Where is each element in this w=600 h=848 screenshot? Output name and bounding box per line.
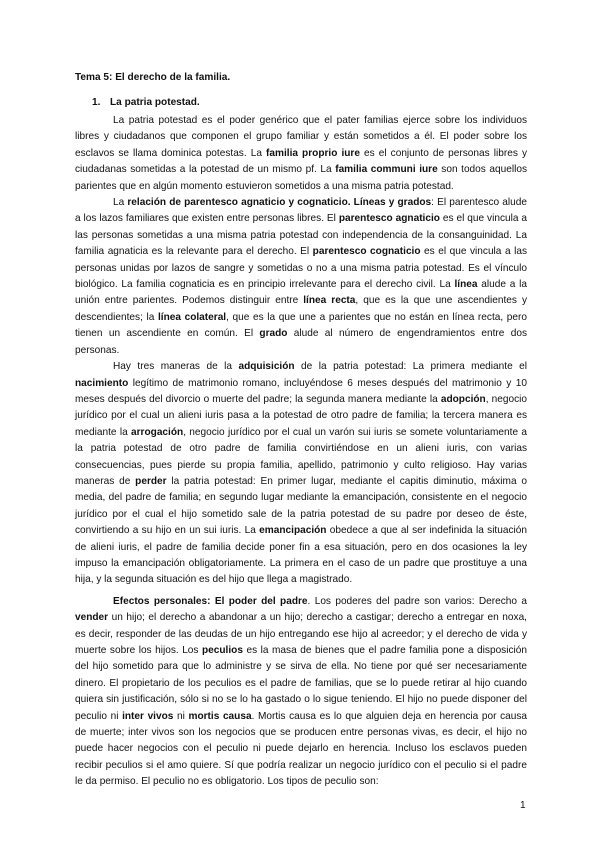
text-run: , negocio jurídico por el cual un varón sui iuris se somete voluntariamente a la patria potestad de otro padre de familia convirtiéndose en un alieni iuris, con varias consecuencias, pues pierde su propia familia, apellido, patrimonio y culto religioso. Hay varias maneras de bbox=[75, 426, 527, 487]
bold-term: parentesco cognaticio bbox=[312, 246, 421, 258]
bold-term: Efectos personales: El poder del padre bbox=[113, 595, 308, 607]
bold-term: arrogación bbox=[131, 426, 184, 438]
bold-term: nacimiento bbox=[75, 377, 129, 389]
bold-term: adopción bbox=[440, 393, 486, 405]
text-run: alude a la unión entre parientes. Podemos distinguir entre bbox=[75, 279, 527, 307]
text-run: la patria potestad: En primer lugar, mediante el capitis diminutio, máxima o media, del padre de familia; en segundo lugar mediante la emancipación, consistente en el negocio jurídico por el cual el hijo sometido sale de la patria potestad de su padre por deseo de éste, convirtiendo a su hijo en un sui iuris. La bbox=[75, 475, 528, 537]
bold-term: inter vivos bbox=[122, 710, 174, 722]
text-run: Hay tres maneras de la bbox=[113, 361, 239, 373]
text-run: , que es la que une a parientes que no están en línea recta, pero tienen un ascendiente en común. El bbox=[75, 311, 527, 340]
bold-term: perder bbox=[135, 475, 167, 487]
bold-term: línea recta bbox=[303, 295, 356, 307]
text-run: . Los poderes del padre son varios: Derecho a bbox=[307, 595, 527, 607]
paragraph bbox=[75, 195, 527, 359]
text-run: de la patria potestad: La primera mediante el bbox=[294, 361, 528, 373]
document-body bbox=[75, 113, 527, 791]
bold-term: peculios bbox=[201, 645, 243, 656]
text-run: : El parentesco alude a los lazos familiares que existen entre personas libres. El bbox=[75, 197, 527, 225]
bold-term: familia communi iure bbox=[335, 164, 438, 176]
text-run: . Mortis causa es lo que alguien deja en herencia por causa de muerte; inter vivos son los negocios que se producen entre personas vivas, es decir, el hijo no puede hacer negocios con el peculio ni puede dejarlo en herencia. Incluso los esclavos pueden recibir peculios si el amo quiere. Sí que podría realizar un negocio jurídico con el peculio si el padre le da permiso. El peculio no es obligatorio. Los tipos de peculio son: bbox=[75, 710, 528, 788]
text-run: es la masa de bienes que el padre familia pone a disposición del hijo sometido para que lo administre y se sirva de ella. No tiene por qué ser necesariamente dinero. El propietario de los peculios es el padre de familias, que se lo puede retirar al hijo cuando quiera sin justificación, sólo si no se lo ha gastado o lo sigue teniendo. El hijo no puede disponer del peculio ni bbox=[75, 645, 527, 722]
section-label: La patria potestad. bbox=[110, 97, 200, 108]
text-run: alude al número de engendramientos entre dos personas. bbox=[75, 328, 527, 356]
bold-term: línea bbox=[454, 279, 478, 291]
text-run: ni bbox=[173, 710, 189, 722]
text-run: son todos aquellos parientes que en algún momento estuvieron sometidos a una misma patria potestad. bbox=[75, 164, 528, 192]
bold-term: emancipación bbox=[259, 525, 327, 537]
document-title: Tema 5: El derecho de la familia. bbox=[75, 72, 231, 83]
page-number: 1 bbox=[520, 800, 526, 811]
text-run: obedece a que al ser indefinida la situación de alieni iuris, el padre de familia decide poner fin a esa situación, pero en dos ocasiones la ley impuso la emancipación obligatoriamente. La primera en el caso de un padre que prostituye a una hija, y la segunda situación es del hijo que llega a magistrado. bbox=[75, 525, 527, 586]
text-run: La patria potestad es el poder genérico que el pater familias ejerce sobre los individuos libres y ciudadanos que componen el grupo familiar y están sometidos a él. El poder sobre los esclavos se llama dominica potestas. La bbox=[75, 115, 527, 159]
paragraph bbox=[75, 113, 527, 195]
bold-term: parentesco agnaticio bbox=[338, 213, 440, 225]
text-run: es el conjunto de personas libres y ciudadanas sometidas a la potestad de un mismo pf. La bbox=[75, 147, 527, 176]
bold-term: mortis causa bbox=[188, 710, 252, 722]
bold-term: grado bbox=[259, 328, 288, 340]
bold-term: adquisición bbox=[238, 361, 295, 373]
section-heading bbox=[92, 95, 200, 111]
bold-term: línea colateral bbox=[157, 311, 227, 323]
paragraph bbox=[75, 594, 527, 791]
text-run: un hijo; el derecho a abandonar a un hijo; derecho a castigar; derecho a entregar en noxa, es decir, responder de las deudas de un hijo entregando ese hijo al acreedor; y el derecho de vida y muerte sobre los hijos. Los bbox=[75, 612, 527, 656]
section-number: 1. bbox=[92, 97, 101, 108]
text-run: La bbox=[113, 197, 128, 209]
bold-term: relación de parentesco agnaticio y cognaticio. Líneas y grados bbox=[127, 197, 432, 209]
text-run: , negocio jurídico por el cual un alieni iuris pasa a la potestad de otro padre de familia; la tercera manera es mediante la bbox=[75, 393, 527, 438]
text-run: legítimo de matrimonio romano, incluyéndose 6 meses después del matrimonio y 10 meses después del divorcio o muerte del padre; la segunda manera mediante la bbox=[75, 377, 527, 405]
text-run: es el que vincula a las personas sometidas a una misma patria potestad con independencia de la consanguinidad. La familia agnaticia es la relevante para el derecho. El bbox=[75, 213, 528, 258]
bold-term: vender bbox=[75, 612, 109, 624]
bold-term: familia proprio iure bbox=[266, 147, 360, 159]
paragraph bbox=[75, 359, 527, 589]
text-run: es el que vincula a las personas unidas por lazos de sangre y sometidas o no a una misma patria potestad. Es el vínculo biológico. La familia cognaticia es en principio irrelevante para el derecho civil. La bbox=[75, 246, 527, 291]
text-run: , que es la que une ascendientes y descendientes; la bbox=[75, 295, 527, 323]
